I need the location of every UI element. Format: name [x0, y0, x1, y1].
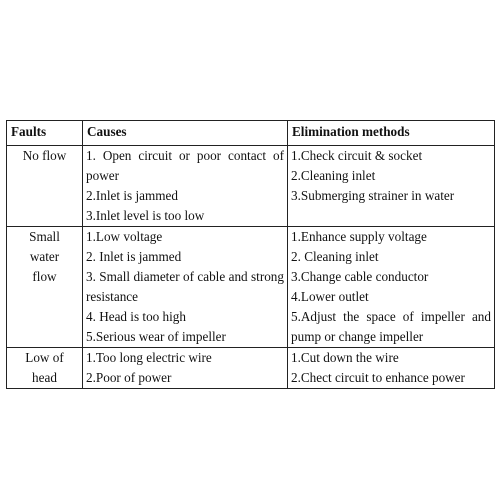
- table-row-low-of-head: [7, 348, 495, 389]
- causes-cell: [83, 227, 288, 348]
- method-item: 2. Cleaning inlet: [291, 249, 379, 264]
- fault-cell: [7, 227, 83, 348]
- method-item: 2.Chect circuit to enhance power: [291, 370, 465, 385]
- method-item: 2.Cleaning inlet: [291, 168, 376, 183]
- header-causes: Causes: [83, 121, 288, 146]
- method-item: 3.Submerging strainer in water: [291, 188, 455, 203]
- header-faults: Faults: [7, 121, 83, 146]
- methods-cell: [288, 227, 495, 348]
- table-header-row: [7, 121, 495, 146]
- cause-item: 3.Inlet level is too low: [86, 208, 205, 223]
- cause-item: 5.Serious wear of impeller: [86, 329, 226, 344]
- fault-label: flow: [32, 269, 57, 284]
- fault-label: Small: [29, 229, 60, 244]
- table-row-small-water-flow: [7, 227, 495, 348]
- troubleshooting-table: [6, 120, 495, 389]
- header-elimination-methods: Elimination methods: [288, 121, 495, 146]
- cause-item: 1. Open circuit or poor contact of power: [86, 148, 284, 183]
- cause-item: 3. Small diameter of cable and strong resistance: [86, 269, 284, 304]
- causes-cell: [83, 348, 288, 389]
- fault-label: head: [32, 370, 57, 385]
- cause-item: 4. Head is too high: [86, 309, 186, 324]
- cause-item: 2. Inlet is jammed: [86, 249, 182, 264]
- fault-cell: [7, 146, 83, 227]
- methods-cell: [288, 348, 495, 389]
- causes-cell: [83, 146, 288, 227]
- method-item: 1.Cut down the wire: [291, 350, 399, 365]
- method-item: 3.Change cable conductor: [291, 269, 429, 284]
- fault-label: Low of: [25, 350, 64, 365]
- fault-label: water: [29, 249, 60, 264]
- cause-item: 1.Too long electric wire: [86, 350, 212, 365]
- method-item: 1.Enhance supply voltage: [291, 229, 427, 244]
- cause-item: 2.Poor of power: [86, 370, 172, 385]
- cause-item: 2.Inlet is jammed: [86, 188, 178, 203]
- method-item: 1.Check circuit & socket: [291, 148, 423, 163]
- table-row-no-flow: [7, 146, 495, 227]
- fault-cell: [7, 348, 83, 389]
- methods-cell: [288, 146, 495, 227]
- method-item: 4.Lower outlet: [291, 289, 369, 304]
- cause-item: 1.Low voltage: [86, 229, 163, 244]
- method-item: 5.Adjust the space of impeller and pump or change impeller: [291, 309, 491, 344]
- faults-table-container: [6, 120, 494, 389]
- fault-label: No flow: [22, 148, 67, 163]
